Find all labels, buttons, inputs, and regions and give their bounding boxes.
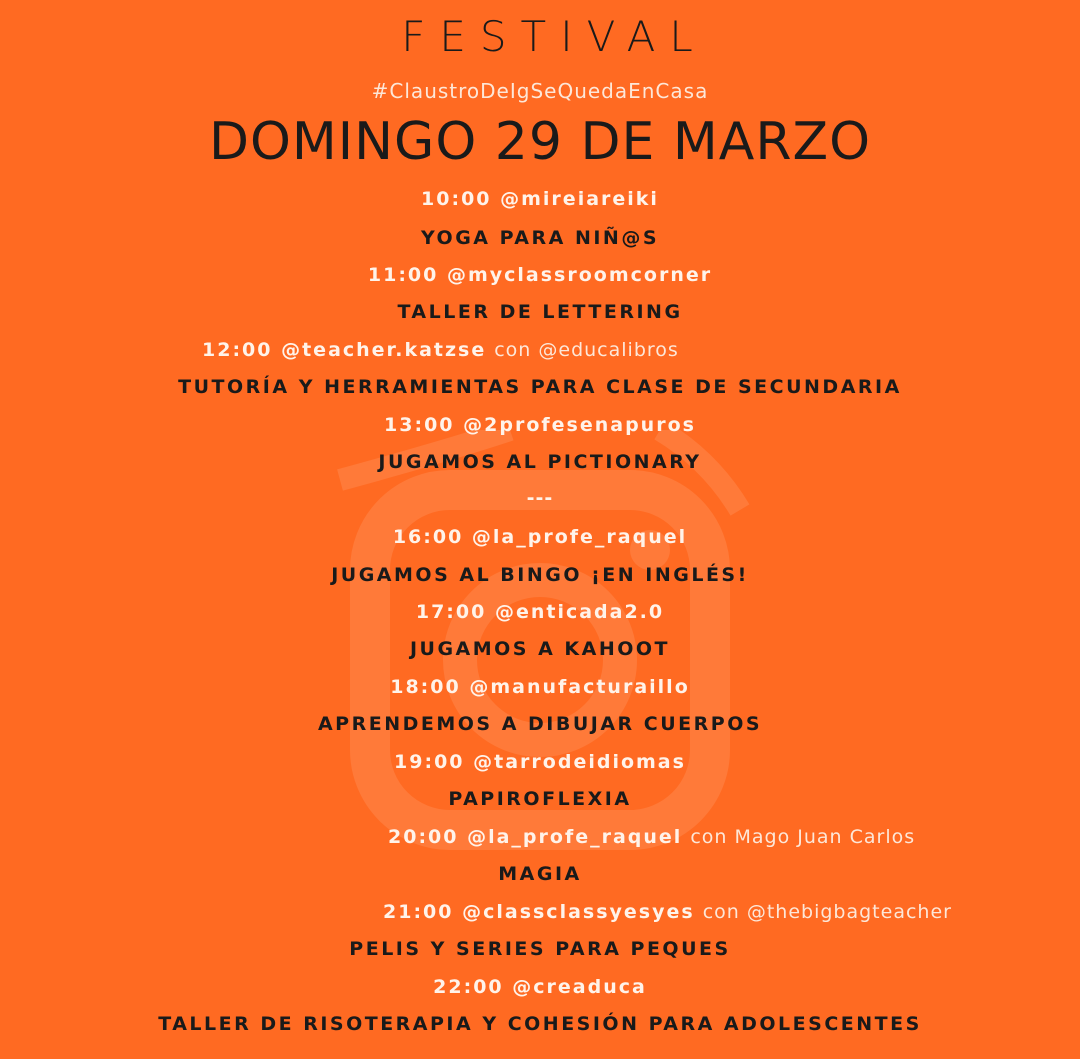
session-title-pelis: PELIS Y SERIES PARA PEQUES: [349, 938, 731, 960]
event-date: DOMINGO 29 DE MARZO: [208, 112, 872, 172]
schedule-slot-1100: 11:00 @myclassroomcorner: [367, 264, 713, 286]
schedule-slot-1900: 19:00 @tarrodeidiomas: [394, 751, 686, 773]
schedule-slot-1600: 16:00 @la_profe_raquel: [392, 526, 688, 548]
schedule-slot-2200: 22:00 @creaduca: [433, 976, 647, 998]
schedule-slot-2100: 21:00 @classclassyesyes con @thebigbagteacher: [383, 901, 952, 923]
schedule-slot-1800: 18:00 @manufacturaillo: [390, 676, 690, 698]
session-title-bingo: JUGAMOS AL BINGO ¡EN INGLÉS!: [331, 564, 749, 586]
schedule-slot-1300: 13:00 @2profesenapuros: [384, 414, 696, 436]
schedule-slot-1200: 12:00 @teacher.katzse con @educalibros: [202, 339, 679, 361]
session-title-yoga: YOGA PARA NIÑ@S: [420, 227, 660, 249]
schedule-slot-1700: 17:00 @enticada2.0: [415, 601, 665, 623]
hashtag: #ClaustroDeIgSeQuedaEnCasa: [371, 79, 709, 103]
session-title-dibujar: APRENDEMOS A DIBUJAR CUERPOS: [317, 713, 763, 735]
session-title-pictionary: JUGAMOS AL PICTIONARY: [378, 451, 702, 473]
schedule-slot-1000: 10:00 @mireiareiki: [421, 188, 659, 210]
separator: ---: [526, 487, 554, 509]
session-title-risoterapia: TALLER DE RISOTERAPIA Y COHESIÓN PARA ADOLESCENTES: [158, 1013, 922, 1035]
session-title-tutoria: TUTORÍA Y HERRAMIENTAS PARA CLASE DE SECUNDARIA: [178, 376, 902, 398]
schedule-slot-2000: 20:00 @la_profe_raquel con Mago Juan Carlos: [388, 826, 916, 848]
session-title-lettering: TALLER DE LETTERING: [397, 301, 683, 323]
festival-heading: FESTIVAL: [401, 12, 707, 61]
session-title-magia: MAGIA: [498, 863, 582, 885]
session-title-kahoot: JUGAMOS A KAHOOT: [409, 638, 671, 660]
session-title-papiroflexia: PAPIROFLEXIA: [448, 788, 632, 810]
